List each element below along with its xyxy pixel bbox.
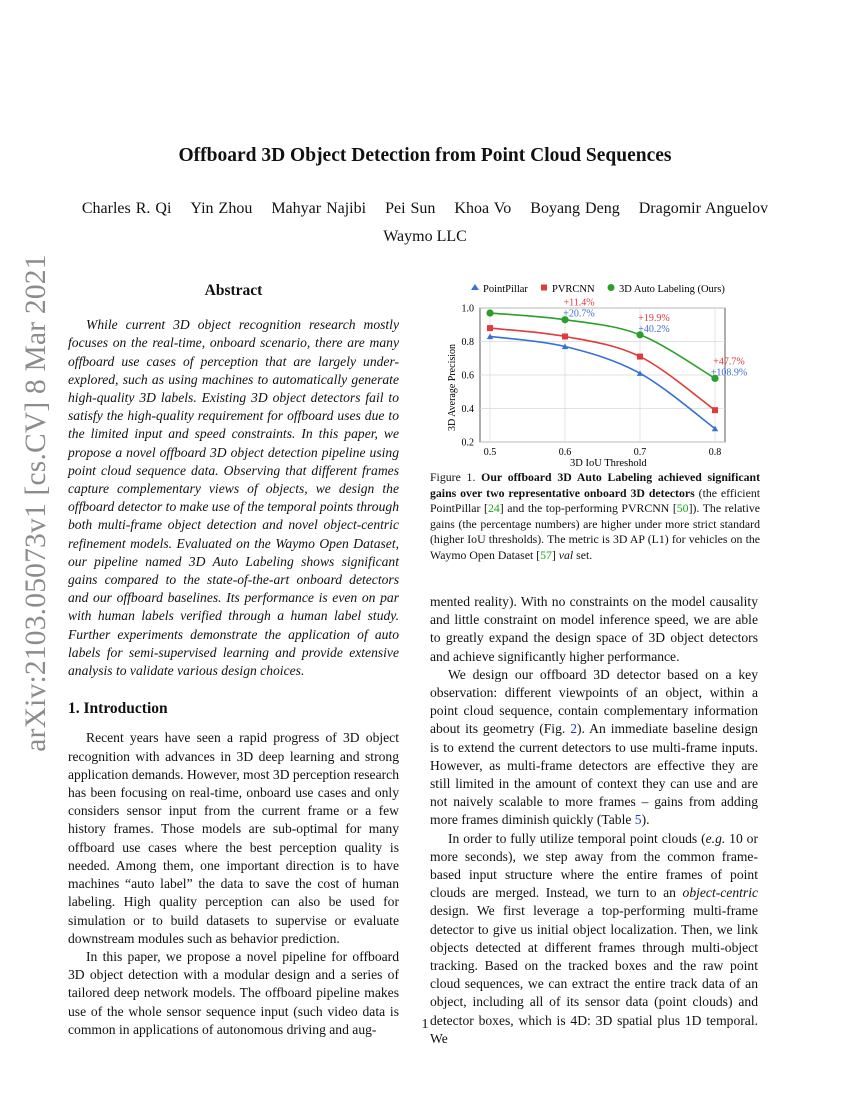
data-point [487, 325, 493, 331]
gridlines [480, 308, 725, 442]
figure-1-chart [430, 281, 760, 471]
gain-label-pvrcnn: +47.7% [713, 356, 745, 368]
x-tick-labels [484, 447, 722, 458]
data-point [637, 354, 643, 360]
page-number: 1 [421, 1017, 429, 1032]
text-run: ). [641, 812, 650, 828]
data-point [637, 370, 643, 376]
text-run: We design our offboard 3D detector based on a key observation: different viewpoints of an object, within a point cloud sequence, contain complementary information about its geometry (Fig. [430, 666, 758, 737]
gain-label-pvrcnn: +19.9% [638, 312, 670, 324]
right-column [430, 593, 758, 1048]
y-tick-labels [462, 304, 475, 449]
intro-paragraph: Recent years have seen a rapid progress of 3D object recognition with advances in 3D deep learning and strong application demands. However, most 3D perception research has been focusing on real-time, onboard use cases and only considers sensor input from the current frame or a few history frames. Those models are sub-optimal for many offboard use cases where the best perception quality is needed. Among them, one important direction is to have machines “auto label” the data to save the cost of human labeling. High quality perception can also be used for simulation or to build datasets to supervise or evaluate downstream modules such as behavior prediction. [68, 730, 399, 946]
caption-text: ]). The relative gains (the percentage numbers) are higher under more strict standard (higher IoU thresholds). The metric is 3D AP (L1) for vehicles on the Waymo Open Dataset [ [430, 501, 760, 562]
author: Dragomir Anguelov [638, 200, 769, 217]
x-tick-label: 0.7 [633, 447, 647, 458]
affiliation: Waymo LLC [383, 228, 467, 245]
gain-label-pointpillar: +40.2% [638, 323, 670, 335]
caption-text: (the efficient PointPillar [ [430, 485, 760, 516]
author: Yin Zhou [190, 200, 253, 217]
text-run: design. We first leverage a top-performing multi-frame detector to give us initial object localization. Then, we link objects detected at different frames through multi-object tracking. Based on the tracked boxes and the raw point cloud sequences, we can extract the entire track data of an object, including all of its sensor data (point clouds) and detector boxes, which is 4D: 3D spatial plus 1D temporal. We [430, 903, 758, 1046]
y-tick-label: 0.8 [461, 337, 474, 348]
caption-text: ] and the top-performing PVRCNN [ [499, 501, 677, 516]
abstract-text: While current 3D object recognition research mostly focuses on the real-time, onboard scenario, there are many offboard use cases of perception that are largely under-explored, such as using machines to automatically generate high-quality 3D labels. Existing 3D object detectors fail to satisfy the high-quality requirement for offboard uses due to the limited input and speed constraints. In this paper, we propose a novel offboard 3D object detection pipeline using point cloud sequence data. Observing that different frames capture complementary views of objects, we design the offboard detector to make use of the temporal points through both multi-frame object detection and novel object-centric refinement models. Evaluated on the Waymo Open Dataset, our pipeline named 3D Auto Labeling shows significant gains compared to the state-of-the-art onboard detectors and our offboard baselines. Its performance is even on par with human labels verified through a human label study. Further experiments demonstrate the application of auto labels for semi-supervised learning and provide extensive analysis to validate various design choices. [68, 317, 399, 679]
series-1 [487, 333, 718, 431]
intro-paragraph: mented reality). With no constraints on the model causality and little constraint on model inference speed, we are able to greatly expand the design space of 3D object detectors and achieve significantly higher performance. [430, 594, 758, 664]
text-run: ). An immediate baseline design is to extend the current detectors to use multi-frame inputs. However, as multi-frame detectors are effective they are still limited in the amount of context they can use and are not naively scalable to more frames – gains from adding more frames diminish quickly (Table [430, 721, 758, 828]
caption-text: ] [551, 547, 559, 562]
x-axis-label: 3D IoU Threshold [570, 458, 647, 469]
data-point [712, 407, 718, 413]
figure-ref-link[interactable]: 2 [570, 721, 578, 737]
author: Mahyar Najibi [271, 200, 367, 217]
line-chart [430, 281, 760, 471]
figure-caption [430, 470, 760, 564]
data-point [562, 333, 568, 339]
author: Pei Sun [385, 200, 436, 217]
legend [471, 284, 725, 295]
text-run-italic: object-centric [682, 885, 758, 901]
citation-link[interactable]: 24 [487, 501, 500, 516]
legend-marker-pointpillar [471, 284, 479, 290]
gain-label-pointpillar: +20.7% [563, 308, 595, 320]
intro-paragraph: In this paper, we propose a novel pipeline for offboard 3D object detection with a modular design and a series of tailored deep network models. The offboard pipeline makes use of the whole sensor sequence input (such video data is common in applications of autonomous driving and aug- [68, 948, 399, 1037]
series-line [490, 313, 715, 378]
y-axis-label: 3D Average Precision [447, 343, 458, 431]
y-tick-label: 0.6 [461, 370, 474, 382]
gain-label-pvrcnn: +11.4% [563, 297, 595, 309]
y-tick-label: 1.0 [461, 303, 474, 315]
series-group [486, 309, 718, 431]
intro-paragraph [430, 666, 758, 830]
caption-label: Figure 1. [430, 470, 482, 484]
caption-text: set. [573, 547, 593, 562]
x-tick-label: 0.6 [558, 447, 572, 458]
introduction-heading: 1. Introduction [68, 700, 168, 718]
legend-label: 3D Auto Labeling (Ours) [619, 284, 725, 295]
left-column [68, 282, 399, 1039]
x-tick-label: 0.8 [708, 447, 722, 458]
caption-bold: Our offboard 3D Auto Labeling achieved significant gains over two representative onboard 3D detectors [430, 470, 760, 500]
gain-label-pointpillar: +108.9% [710, 367, 748, 379]
legend-label: PVRCNN [552, 284, 595, 295]
abstract-heading: Abstract [204, 282, 263, 299]
y-tick-label: 0.2 [461, 437, 474, 449]
intro-paragraph [430, 830, 758, 1048]
author: Khoa Vo [454, 200, 512, 217]
author-list [0, 200, 850, 218]
data-point [486, 309, 493, 316]
legend-label: PointPillar [483, 284, 528, 295]
caption-italic: val [558, 547, 574, 562]
legend-marker-pvrcnn [541, 285, 547, 291]
text-run-italic: e.g. [705, 830, 726, 846]
text-run: 10 or more seconds), we step away from the common frame-based input structure where the entire frames of point clouds are merged. Instead, we turn to an [430, 830, 758, 901]
table-ref-link[interactable]: 5 [634, 812, 642, 828]
series-3 [486, 309, 718, 382]
y-tick-label: 0.4 [461, 404, 474, 415]
text-run: In order to fully utilize temporal point clouds ( [448, 830, 706, 846]
author: Boyang Deng [530, 200, 620, 217]
series-line [490, 336, 715, 428]
series-2 [487, 325, 718, 413]
legend-marker-ours [608, 284, 615, 291]
paper-title: Offboard 3D Object Detection from Point Cloud Sequences [178, 145, 672, 166]
x-tick-label: 0.5 [483, 447, 497, 458]
citation-link[interactable]: 50 [676, 501, 689, 516]
citation-link[interactable]: 57 [540, 547, 552, 562]
arxiv-stamp: arXiv:2103.05073v1 [cs.CV] 8 Mar 2021 [20, 254, 52, 752]
author: Charles R. Qi [81, 200, 172, 217]
